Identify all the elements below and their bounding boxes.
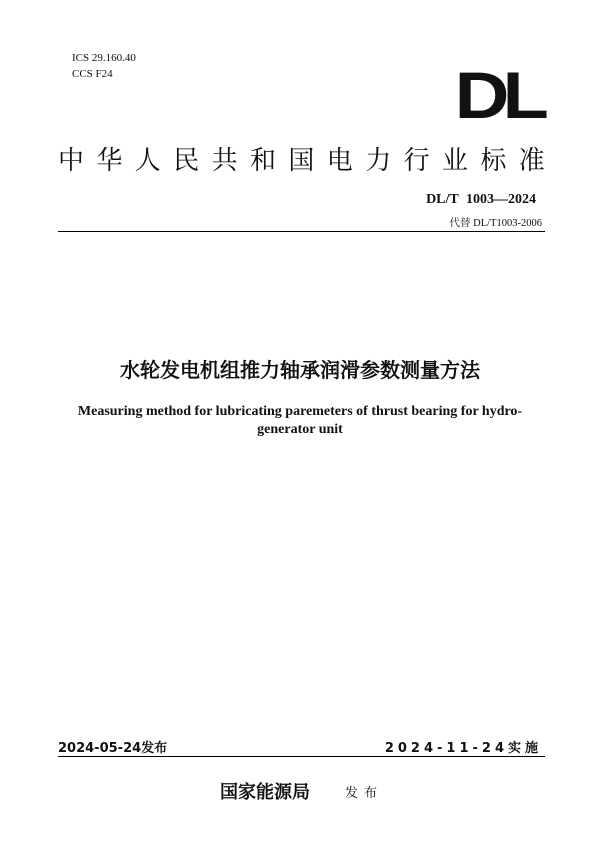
implement-date: 2024-11-24实施	[384, 741, 542, 756]
issuing-authority: 国家能源局	[220, 782, 310, 803]
ccs-code: CCS F24	[72, 68, 113, 80]
standard-number: DL/T 1003—2024	[426, 192, 536, 207]
header-divider	[58, 231, 545, 232]
document-title-cn: 水轮发电机组推力轴承润滑参数测量方法	[120, 358, 480, 382]
ics-code: ICS 29.160.40	[72, 52, 136, 64]
footer-divider	[58, 756, 545, 757]
issue-label: 发布	[345, 786, 384, 801]
dl-logo: DL	[454, 58, 542, 132]
document-title-en: Measuring method for lubricating paremeters of thrust bearing for hydro-generator unit	[77, 404, 523, 437]
standard-type-heading: 中华人民共和国电力行业标准	[58, 146, 558, 176]
supersedes-note: 代替 DL/T1003-2006	[449, 218, 542, 229]
publish-date: 2024-05-24发布	[58, 741, 168, 756]
